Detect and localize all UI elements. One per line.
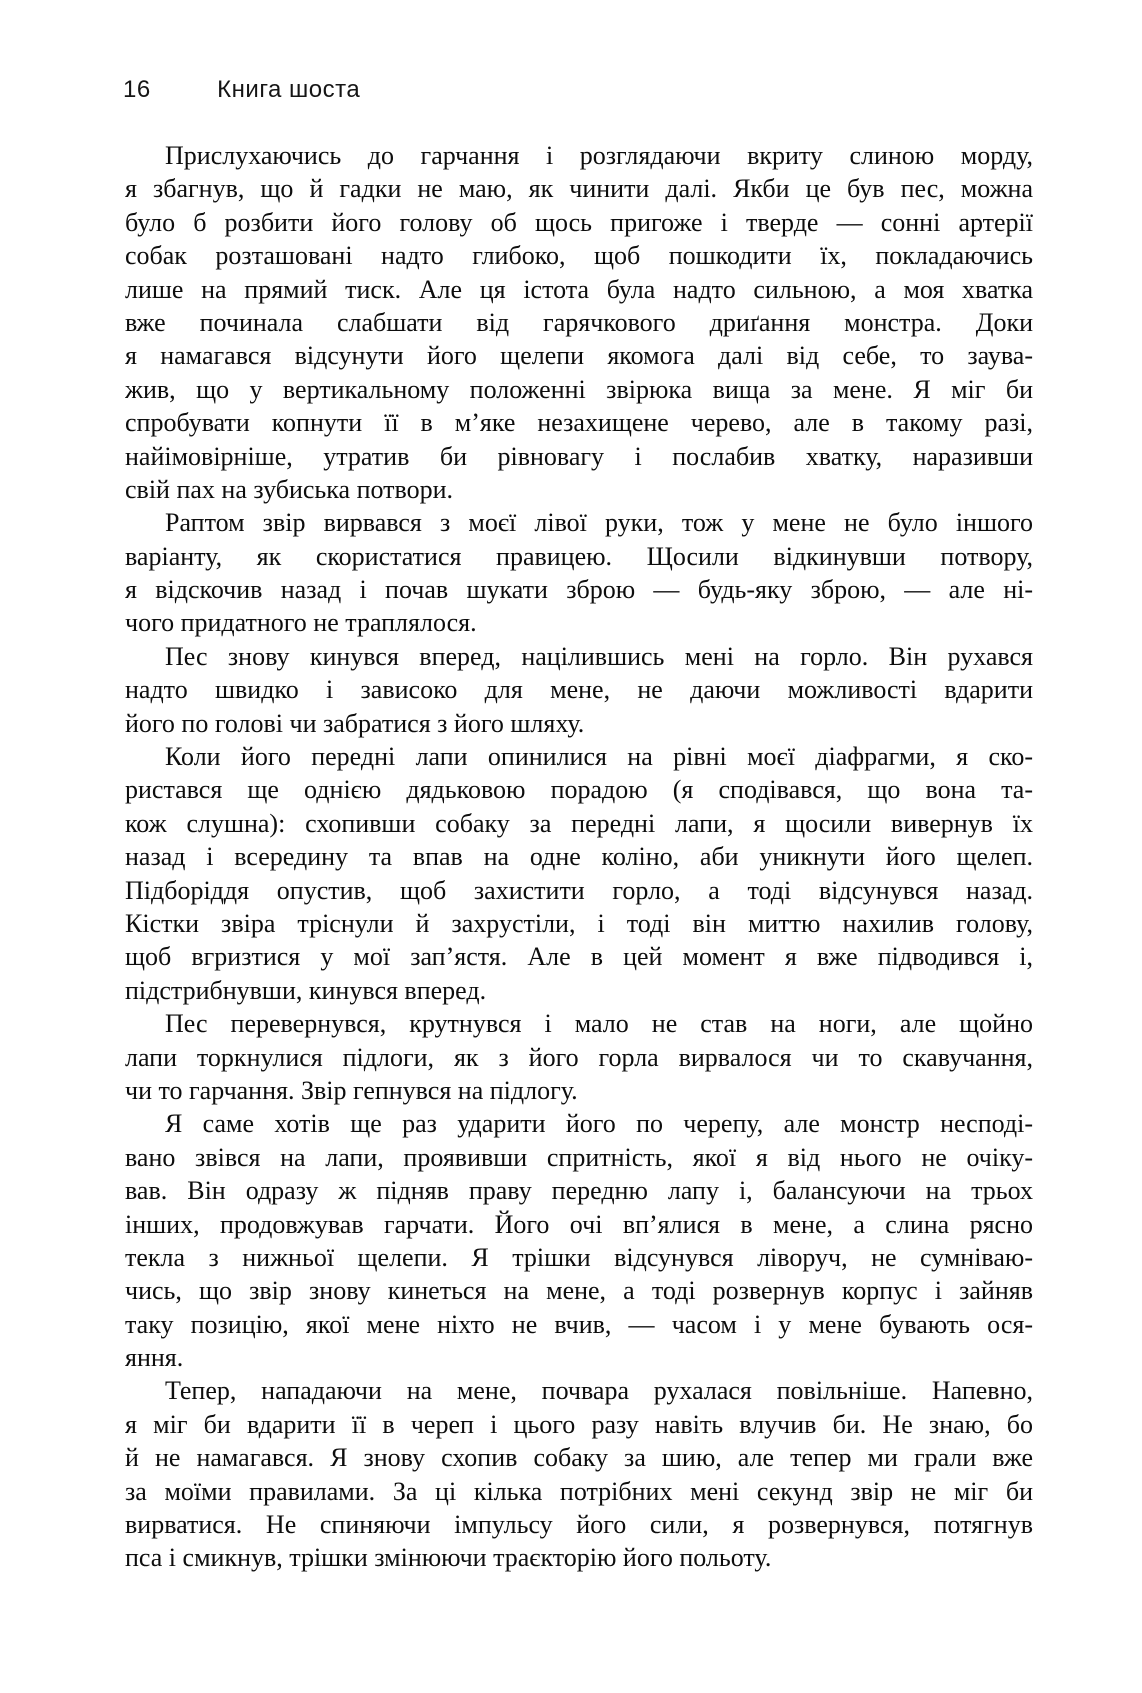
text-line: за моїми правилами. За ці кілька потрібних мені секунд звір не міг би <box>125 1476 1033 1506</box>
text-line: варіанту, як скористатися правицею. Щосили відкинувши потвору, <box>125 541 1033 571</box>
text-line: лапи торкнулися підлоги, як з його горла вирвалося чи то скавучання, <box>125 1042 1033 1072</box>
text-line: жив, що у вертикальному положенні звірюка вища за мене. Я міг би <box>125 374 1033 404</box>
text-line: я міг би вдарити її в череп і цього разу навіть влучив би. Не знаю, бо <box>125 1409 1033 1439</box>
text-line: вано звівся на лапи, проявивши спритність, якої я від нього не очіку- <box>125 1142 1033 1172</box>
text-line: Я саме хотів ще раз ударити його по черепу, але монстр несподі- <box>165 1109 1033 1139</box>
text-line: Тепер, нападаючи на мене, почвара рухалася повільніше. Напевно, <box>165 1376 1033 1406</box>
text-line: назад і всередину та впав на одне коліно, аби уникнути його щелеп. <box>125 842 1033 872</box>
text-line: Пес перевернувся, крутнувся і мало не став на ноги, але щойно <box>165 1009 1033 1039</box>
page-number: 16 <box>123 76 151 103</box>
text-line: чи то гарчання. Звір гепнувся на підлогу. <box>125 1075 578 1105</box>
text-line: спробувати копнути її в м’яке незахищене черево, але в такому разі, <box>125 408 1033 438</box>
text-line: Пес знову кинувся вперед, націлившись мені на горло. Він рухався <box>165 641 1033 671</box>
text-line: чого придатного не траплялося. <box>125 608 477 638</box>
text-line: яння. <box>125 1343 184 1373</box>
text-line: Прислухаючись до гарчання і розглядаючи вкриту слиною морду, <box>165 141 1033 170</box>
text-line: Підборіддя опустив, щоб захистити горло, а тоді відсунувся назад. <box>125 875 1033 905</box>
text-line: інших, продовжував гарчати. Його очі вп’ялися в мене, а слина рясно <box>125 1209 1033 1239</box>
text-line: я намагався відсунути його щелепи якомога далі від себе, то заува- <box>125 341 1033 371</box>
text-line: таку позицію, якої мене ніхто не вчив, — часом і у мене бувають ося- <box>125 1309 1033 1339</box>
page-body <box>125 139 1033 1575</box>
text-line: було б розбити його голову об щось пригоже і тверде — сонні артерії <box>125 207 1033 237</box>
text-line: Коли його передні лапи опинилися на рівні моєї діафрагми, я ско- <box>165 742 1033 772</box>
text-line: пса і смикнув, трішки змінюючи траєкторію його польоту. <box>125 1543 772 1573</box>
text-line: вирватися. Не спиняючи імпульсу його сили, я розвернувся, потягнув <box>125 1510 1033 1540</box>
text-line: свій пах на зубиська потвори. <box>125 474 454 504</box>
text-line: вав. Він одразу ж підняв праву передню лапу і, балансуючи на трьох <box>125 1176 1033 1206</box>
running-title: Книга шоста <box>217 76 361 103</box>
text-line: я відскочив назад і почав шукати зброю — будь-яку зброю, — але ні- <box>125 575 1033 605</box>
text-line: кож слушна): схопивши собаку за передні лапи, я щосили вивернув їх <box>125 808 1033 838</box>
text-line: чись, що звір знову кинеться на мене, а тоді розвернув корпус і зайняв <box>125 1276 1033 1306</box>
text-line: я збагнув, що й гадки не маю, як чинити далі. Якби це був пес, можна <box>125 174 1033 204</box>
text-line: підстрибнувши, кинувся вперед. <box>125 975 487 1005</box>
text-line: Раптом звір вирвався з моєї лівої руки, тож у мене не було іншого <box>165 508 1033 538</box>
text-line: текла з нижньої щелепи. Я трішки відсунувся ліворуч, не сумніваю- <box>125 1242 1033 1272</box>
text-line: собак розташовані надто глибоко, щоб пошкодити їх, покладаючись <box>125 241 1033 271</box>
text-line: лише на прямий тиск. Але ця істота була надто сильною, а моя хватка <box>125 274 1033 304</box>
text-line: й не намагався. Я знову схопив собаку за шию, але тепер ми грали вже <box>125 1443 1033 1473</box>
text-line: ристався ще однією дядьковою порадою (я сподівався, що вона та- <box>125 775 1033 805</box>
text-line: його по голові чи забратися з його шляху. <box>125 708 585 738</box>
text-line: Кістки звіра тріснули й захрустіли, і тоді він миттю нахилив голову, <box>125 908 1033 938</box>
text-line: надто швидко і зависоко для мене, не даючи можливості вдарити <box>125 675 1033 705</box>
text-line: вже починала слабшати від гарячкового дриґання монстра. Доки <box>125 307 1033 337</box>
text-line: щоб вгризтися у мої зап’ястя. Але в цей момент я вже підводився і, <box>125 942 1033 972</box>
text-line: найімовірніше, утратив би рівновагу і послабив хватку, наразивши <box>125 441 1033 471</box>
page-header <box>123 76 360 104</box>
